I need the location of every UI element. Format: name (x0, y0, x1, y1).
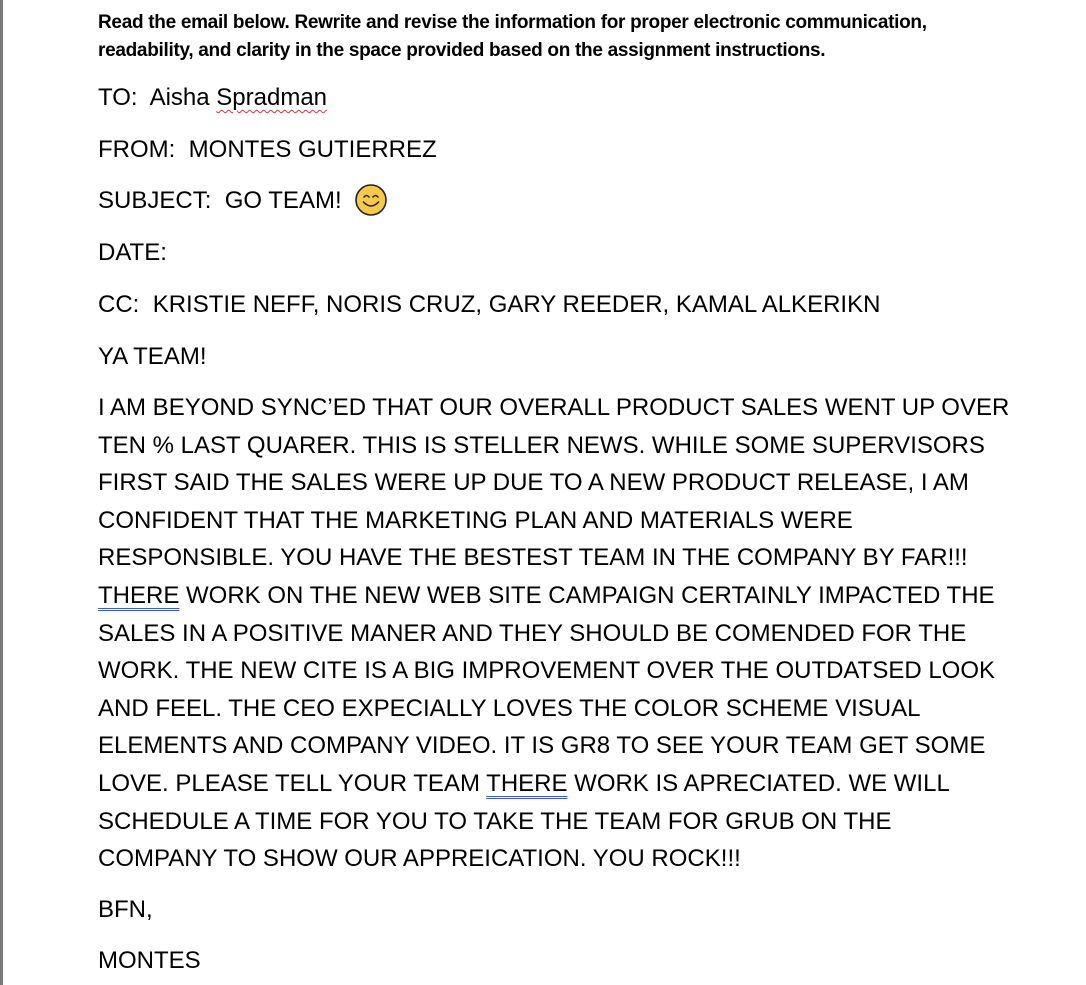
body-line: I AM BEYOND SYNC’ED THAT OUR OVERALL PRODUCT SALES WENT UP OVER (98, 394, 1010, 421)
to-line (98, 83, 327, 113)
subject-label: SUBJECT: (98, 187, 212, 214)
body-line-rest: WORK ON THE NEW WEB SITE CAMPAIGN CERTAINLY IMPACTED THE (179, 581, 995, 609)
body-line (98, 765, 998, 803)
email-body (98, 389, 1010, 878)
page-edge-divider (0, 0, 3, 985)
body-line: TEN % LAST QUARER. THIS IS STELLER NEWS. WHILE SOME SUPERVISORS (98, 431, 985, 459)
body-line: SCHEDULE A TIME FOR YOU TO TAKE THE TEAM FOR GRUB ON THE (98, 807, 892, 835)
subject-line (98, 186, 388, 217)
body-line: CONFIDENT THAT THE MARKETING PLAN AND MATERIALS WERE (98, 506, 853, 534)
body-line: RESPONSIBLE. YOU HAVE THE BESTEST TEAM IN THE COMPANY BY FAR!!! (98, 544, 968, 572)
body-line: COMPANY TO SHOW OUR APPREICATION. YOU ROCK!!! (98, 845, 741, 873)
body-line: SALES IN A POSITIVE MANER AND THEY SHOULD BE COMENDED FOR THE (98, 619, 967, 647)
body-line: AND FEEL. THE CEO EXPECIALLY LOVES THE COLOR SCHEME VISUAL (98, 694, 921, 722)
body-line: ELEMENTS AND COMPANY VIDEO. IT IS GR8 TO SEE YOUR TEAM GET SOME (98, 732, 986, 760)
grammar-flagged-word: THERE (98, 581, 180, 609)
signature-name: MONTES (98, 947, 201, 974)
cc-value: KRISTIE NEFF, NORIS CRUZ, GARY REEDER, KAMAL ALKERIKN (152, 291, 881, 318)
signoff: BFN, (98, 896, 153, 923)
to-label: TO: (98, 84, 138, 111)
body-line: WORK. THE NEW CITE IS A BIG IMPROVEMENT OVER THE OUTDATSED LOOK (98, 657, 996, 685)
to-last-name-misspelled: Spradman (216, 84, 328, 111)
to-first-name: Aisha (149, 84, 210, 111)
body-line: FIRST SAID THE SALES WERE UP DUE TO A NEW PRODUCT RELEASE, I AM (98, 469, 969, 497)
cc-label: CC: (98, 291, 140, 318)
assignment-instructions: Read the email below. Rewrite and revise the information for proper electronic communication, readability, and clarity in the space provided based on the assignment instructions. (98, 12, 927, 61)
subject-value: GO TEAM! (224, 187, 342, 214)
body-line-start: LOVE. PLEASE TELL YOUR TEAM (98, 769, 487, 797)
cc-line (98, 290, 880, 320)
greeting: YA TEAM! (98, 343, 207, 370)
from-value: MONTES GUTIERREZ (188, 136, 437, 163)
from-line (98, 135, 437, 165)
date-label: DATE: (98, 239, 167, 266)
grammar-flagged-word: THERE (486, 769, 568, 797)
body-line (98, 577, 998, 615)
date-line (98, 238, 167, 268)
from-label: FROM: (98, 136, 176, 163)
body-line-rest: WORK IS APRECIATED. WE WILL (567, 769, 950, 797)
smiley-face-icon (354, 183, 388, 217)
